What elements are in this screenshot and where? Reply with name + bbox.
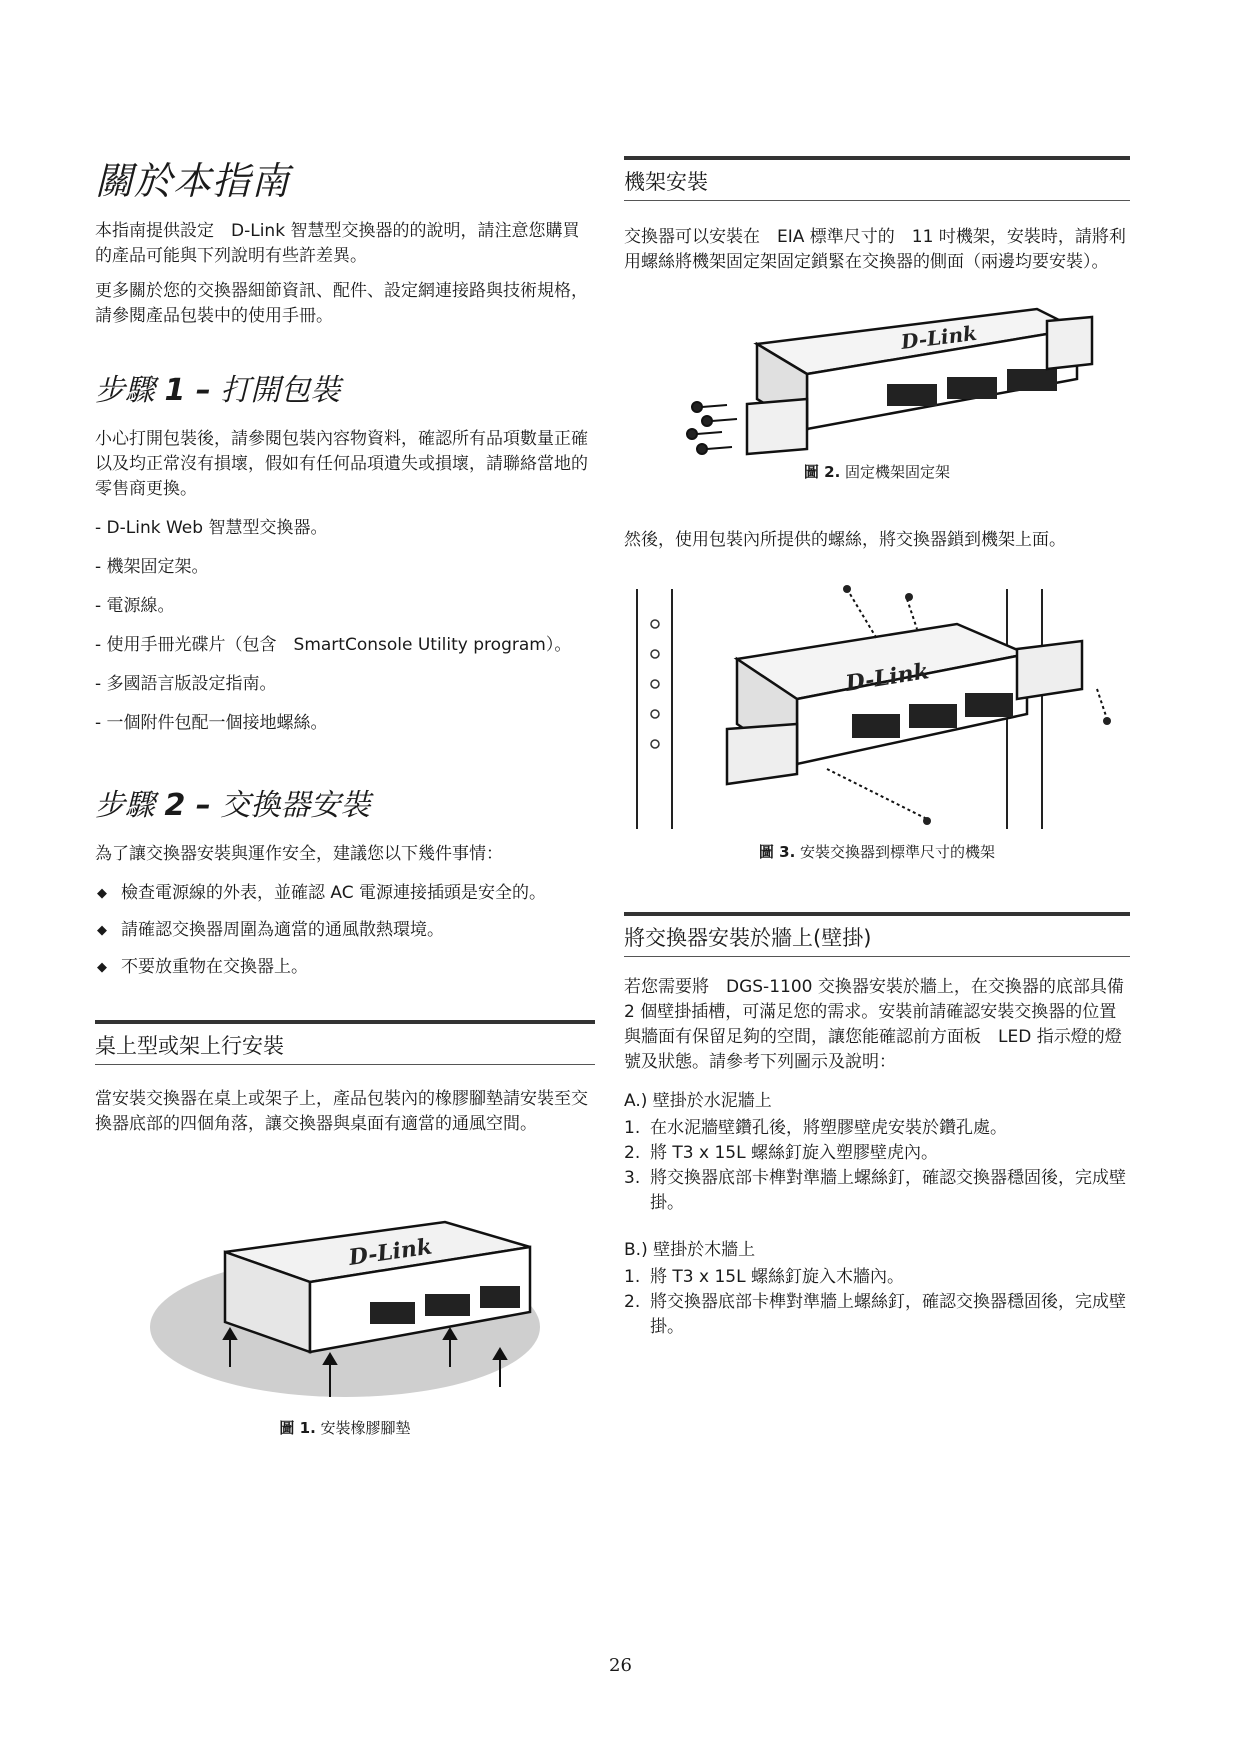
list-item: 2. 將交換器底部卡榫對準牆上螺絲釘，確認交換器穩固後，完成壁掛。 bbox=[624, 1292, 1126, 1337]
concrete-wall-steps bbox=[624, 1116, 1130, 1216]
diamond-bullet-icon: ◆ bbox=[97, 923, 107, 938]
wall-mount-paragraph: 若您需要將 DGS-1100 交換器安裝於牆上，在交換器的底部具備 2 個壁掛插槽，可滿足您的需求。安裝前請確認安裝交換器的位置與牆面有保留足夠的空間，讓您能確認前方面板 LED 指示燈的燈號及狀態。請參考下列圖示及說明： bbox=[624, 977, 1141, 1072]
figure-2-caption: 圖 2. 固定機架固定架 bbox=[803, 463, 951, 481]
bullet-item: ◆ 請確認交換器周圍為適當的通風散熱環境。 bbox=[95, 918, 595, 943]
list-item: - 電源線。 bbox=[95, 596, 175, 616]
step1-heading: 步驟 1 – 打開包裝 bbox=[95, 373, 341, 408]
bullet-item: ◆ 檢查電源線的外表，並確認 AC 電源連接插頭是安全的。 bbox=[95, 881, 595, 906]
left-column bbox=[95, 150, 595, 1438]
list-item: - D-Link Web 智慧型交換器。 bbox=[95, 518, 328, 538]
list-item: - 一個附件包配一個接地螺絲。 bbox=[95, 713, 328, 733]
page-title: 關於本指南 bbox=[95, 159, 291, 203]
page-number: 26 bbox=[609, 1655, 632, 1676]
rack-install-heading: 機架安裝 bbox=[624, 156, 1130, 201]
list-item: - 多國語言版設定指南。 bbox=[95, 674, 277, 694]
list-item: - 機架固定架。 bbox=[95, 557, 209, 577]
wood-wall-title: B.) 壁掛於木牆上 bbox=[624, 1240, 756, 1260]
intro-paragraph-2: 更多關於您的交換器細節資訊、配件、設定網連接路與技術規格，請參閱產品包裝中的使用手冊。 bbox=[95, 281, 588, 326]
step2-paragraph: 為了讓交換器安裝與運作安全，建議您以下幾件事情： bbox=[95, 844, 503, 864]
rubber-feet-figure bbox=[145, 1187, 545, 1407]
rack-install-paragraph: 交換器可以安裝在 EIA 標準尺寸的 11 吋機架，安裝時，請將利用螺絲將機架固定架固定鎖緊在交換器的側面（兩邊均要安裝）。 bbox=[624, 227, 1126, 272]
concrete-wall-title: A.) 壁掛於水泥牆上 bbox=[624, 1091, 772, 1111]
figure-1-caption: 圖 1. 安裝橡膠腳墊 bbox=[279, 1419, 411, 1437]
desk-install-paragraph: 當安裝交換器在桌上或架子上，產品包裝內的橡膠腳墊請安裝至交換器底部的四個角落，讓交換器與桌面有適當的通風空間。 bbox=[95, 1089, 588, 1134]
wall-mount-heading: 將交換器安裝於牆上(壁掛) bbox=[624, 912, 1130, 957]
diamond-bullet-icon: ◆ bbox=[97, 960, 107, 975]
safety-bullets bbox=[95, 881, 595, 980]
svg-text:D-Link: D-Link bbox=[347, 1233, 434, 1271]
list-item: 3. 將交換器底部卡榫對準牆上螺絲釘，確認交換器穩固後，完成壁掛。 bbox=[624, 1168, 1126, 1213]
list-item: 1. 在水泥牆壁鑽孔後，將塑膠壁虎安裝於鑽孔處。 bbox=[624, 1118, 1007, 1138]
svg-text:D-Link: D-Link bbox=[843, 658, 931, 697]
intro-paragraph-1: 本指南提供設定 D-Link 智慧型交換器的的說明，請注意您購買的產品可能與下列說明有些許差異。 bbox=[95, 221, 580, 266]
wood-wall-steps bbox=[624, 1265, 1130, 1340]
desk-install-heading: 桌上型或架上行安裝 bbox=[95, 1020, 595, 1065]
rack-mount-figure bbox=[627, 579, 1127, 839]
svg-text:D-Link: D-Link bbox=[899, 320, 979, 354]
figure-3-caption: 圖 3. 安裝交換器到標準尺寸的機架 bbox=[758, 843, 996, 861]
list-item: 2. 將 T3 x 15L 螺絲釘旋入塑膠壁虎內。 bbox=[624, 1143, 938, 1163]
step2-heading: 步驟 2 – 交換器安裝 bbox=[95, 788, 371, 823]
list-item: - 使用手冊光碟片（包含 SmartConsole Utility program）。 bbox=[95, 635, 572, 655]
right-column bbox=[624, 150, 1141, 1340]
diamond-bullet-icon: ◆ bbox=[97, 886, 107, 901]
rack-mount-paragraph: 然後，使用包裝內所提供的螺絲，將交換器鎖到機架上面。 bbox=[624, 530, 1066, 550]
list-item: 1. 將 T3 x 15L 螺絲釘旋入木牆內。 bbox=[624, 1267, 904, 1287]
package-contents-list bbox=[95, 516, 595, 736]
rack-bracket-figure bbox=[657, 299, 1097, 459]
bullet-item: ◆ 不要放重物在交換器上。 bbox=[95, 955, 595, 980]
step1-paragraph: 小心打開包裝後，請參閱包裝內容物資料，確認所有品項數量正確以及均正常沒有損壞，假如有任何品項遺失或損壞，請聯絡當地的零售商更換。 bbox=[95, 429, 588, 499]
